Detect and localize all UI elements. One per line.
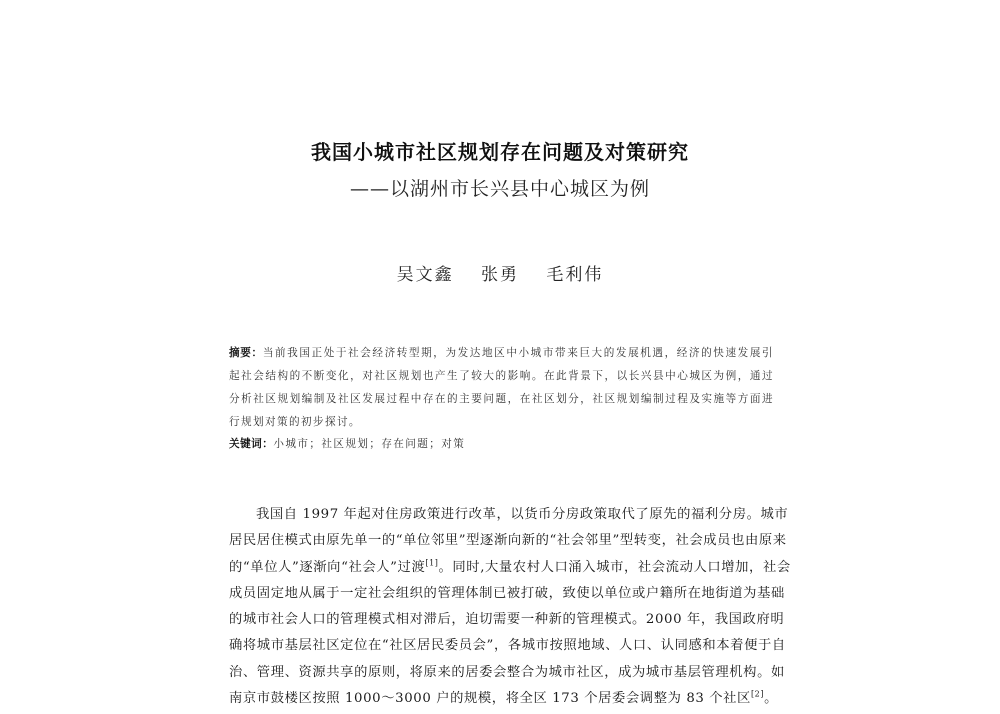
- paper-title: 我国小城市社区规划存在问题及对策研究: [311, 140, 689, 164]
- body-line: 居民居住模式由原先单一的“单位邻里”型逐渐向新的“社会邻里”型转变，社会成员也由原来: [229, 533, 787, 549]
- body-line: 的“单位人”逐渐向“社会人”过渡[1]。同时,大量农村人口涌入城市，社会流动人口增加，社会: [229, 558, 791, 575]
- body-line: 南京市鼓楼区按照 1000～3000 户的规模，将全区 173 个居委会调整为 83 个社区[2]。: [229, 689, 778, 707]
- keywords-text: 小城市；社区规划；存在问题；对策: [273, 438, 466, 450]
- author-name: 毛利伟: [546, 265, 604, 285]
- citation-marker[interactable]: [1]: [425, 558, 439, 568]
- citation-marker[interactable]: [2]: [750, 689, 765, 699]
- paper-subtitle: ——以湖州市长兴县中心城区为例: [350, 178, 651, 200]
- author-name: 吴文鑫: [396, 265, 454, 285]
- keywords-label: 关键词：: [229, 438, 274, 450]
- body-line: 我国自 1997 年起对住房政策进行改革，以货币分房政策取代了原先的福利分房。城市: [256, 507, 789, 522]
- keywords: [229, 434, 774, 454]
- body-line: 的城市社会人口的管理模式相对滞后，迫切需要一种新的管理模式。2000 年，我国政府明: [229, 612, 785, 628]
- abstract-label: 摘要：: [229, 347, 263, 359]
- body-line: 治、管理、资源共享的原则，将原来的居委会整合为城市社区，成为城市基层管理机构。如: [229, 664, 785, 680]
- body-line: 成员固定地从属于一定社会组织的管理体制已被打破，致使以单位或户籍所在地街道为基础: [229, 585, 785, 601]
- body-paragraph: [229, 502, 791, 712]
- author-list: [0, 260, 1000, 285]
- abstract: [229, 342, 774, 434]
- body-line: 确将城市基层社区定位在“社区居民委员会”，各城市按照地域、人口、认同感和本着便于自: [229, 638, 786, 654]
- abstract-text: 当前我国正处于社会经济转型期，为发达地区中小城市带来巨大的发展机遇，经济的快速发展引起社会结构的不断变化，对社区规划也产生了较大的影响。在此背景下，以长兴县中心城区为例，通过分析社区规划编制及社区发展过程中存在的主要问题，在社区划分，社区规划编制过程及实施等方面进行规划对策的初步探讨。: [229, 347, 775, 428]
- author-name: 张勇: [481, 265, 519, 285]
